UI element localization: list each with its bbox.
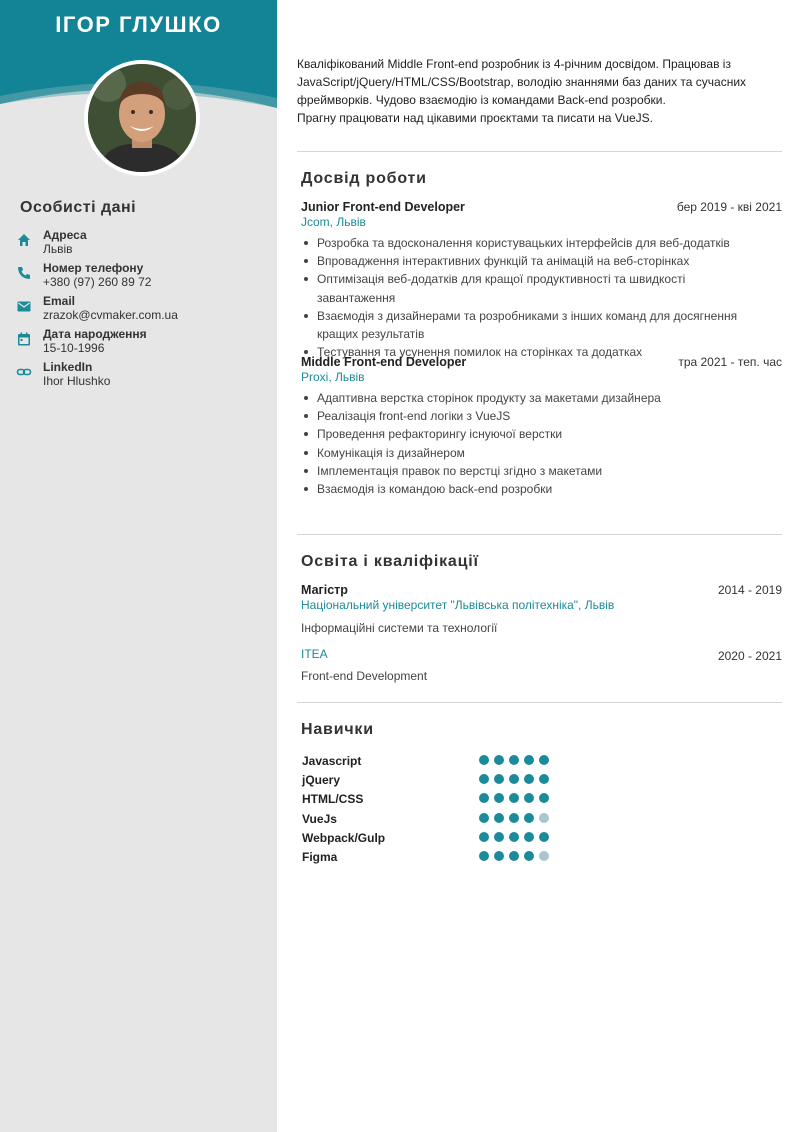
skill-dot-filled bbox=[509, 793, 519, 803]
skill-name: HTML/CSS bbox=[302, 792, 364, 807]
education-degree: Магістр bbox=[301, 583, 348, 597]
skill-dot-empty bbox=[539, 813, 549, 823]
skill-dot-filled bbox=[539, 793, 549, 803]
list-item: Реалізація front-end логіки з VueJS bbox=[301, 407, 761, 425]
skill-dot-filled bbox=[524, 851, 534, 861]
skill-dot-filled bbox=[524, 774, 534, 784]
skill-rating bbox=[479, 851, 549, 861]
skill-dot-filled bbox=[509, 813, 519, 823]
skill-dot-filled bbox=[479, 813, 489, 823]
summary-text: Кваліфікований Middle Front-end розробник із 4-річним досвідом. Працював із JavaScript/jQuery/HTML/CSS/Bootstrap, володію знаннями баз даних та сучасних фреймворків. Чудово взаємодію із командами Back-end розробки. bbox=[297, 57, 747, 107]
job-duties-list bbox=[301, 389, 761, 498]
link-icon bbox=[16, 364, 32, 380]
skill-dot-filled bbox=[479, 851, 489, 861]
skill-dot-filled bbox=[509, 851, 519, 861]
list-item: Розробка та вдосконалення користувацьких інтерфейсів для веб-додатків bbox=[301, 234, 761, 252]
list-item: Проведення рефакторингу існуючої верстки bbox=[301, 425, 761, 443]
personal-item-label: Email bbox=[43, 294, 76, 308]
skill-dot-filled bbox=[509, 774, 519, 784]
personal-item-label: Дата народження bbox=[43, 327, 147, 341]
list-item: Впровадження інтерактивних функцій та анімацій на веб-сторінках bbox=[301, 252, 761, 270]
personal-item-value: Львів bbox=[43, 242, 73, 256]
skill-row bbox=[302, 753, 562, 772]
skills-section-title: Навички bbox=[301, 721, 374, 738]
skill-dot-filled bbox=[509, 832, 519, 842]
skill-dot-filled bbox=[539, 755, 549, 765]
skill-dot-filled bbox=[479, 832, 489, 842]
personal-info-title: Особисті дані bbox=[20, 199, 137, 216]
skill-dot-filled bbox=[494, 793, 504, 803]
skill-dot-filled bbox=[524, 793, 534, 803]
list-item: Взаємодія із командою back-end розробки bbox=[301, 480, 761, 498]
skill-name: jQuery bbox=[302, 773, 341, 788]
list-item: Імплементація правок по верстці згідно з макетами bbox=[301, 462, 761, 480]
personal-item-phone bbox=[16, 261, 266, 291]
sidebar bbox=[0, 0, 277, 1132]
list-item: Взаємодія з дизайнерами та розробниками з інших команд для досягнення кращих результатів bbox=[301, 307, 761, 343]
list-item: Тестування та усунення помилок на сторінках та додатках bbox=[301, 343, 761, 361]
section-divider bbox=[297, 702, 782, 703]
education-description: Front-end Development bbox=[301, 669, 428, 683]
skill-dot-filled bbox=[494, 774, 504, 784]
job-company: Proxi, Львів bbox=[301, 370, 365, 384]
skill-row bbox=[302, 811, 562, 830]
job-duties-list bbox=[301, 234, 761, 361]
personal-item-email bbox=[16, 294, 266, 324]
profile-summary bbox=[297, 55, 782, 127]
skill-dot-filled bbox=[479, 774, 489, 784]
skill-rating bbox=[479, 832, 549, 842]
skill-name: VueJs bbox=[302, 811, 337, 826]
profile-photo bbox=[84, 60, 200, 176]
skill-dot-filled bbox=[494, 851, 504, 861]
section-divider bbox=[297, 534, 782, 535]
skill-dot-filled bbox=[494, 755, 504, 765]
education-date: 2020 - 2021 bbox=[717, 649, 782, 663]
skill-rating bbox=[479, 774, 549, 784]
education-section-title: Освіта і кваліфікації bbox=[301, 553, 479, 570]
skill-rating bbox=[479, 813, 549, 823]
skill-name: Figma bbox=[302, 849, 338, 864]
list-item: Оптимізація веб-додатків для кращої продуктивності та швидкості завантаження bbox=[301, 270, 761, 306]
job-title: Junior Front-end Developer bbox=[301, 200, 465, 214]
skill-dot-filled bbox=[524, 755, 534, 765]
personal-item-value: +380 (97) 260 89 72 bbox=[43, 275, 152, 289]
skill-row bbox=[302, 830, 562, 849]
personal-item-label: LinkedIn bbox=[43, 360, 93, 374]
skill-rating bbox=[479, 793, 549, 803]
skill-name: Webpack/Gulp bbox=[302, 830, 386, 845]
personal-item-address bbox=[16, 228, 266, 258]
skill-row bbox=[302, 772, 562, 791]
personal-item-value: zrazok@cvmaker.com.ua bbox=[43, 308, 178, 322]
skill-dot-filled bbox=[509, 755, 519, 765]
skill-row bbox=[302, 791, 562, 810]
list-item: Комунікація із дизайнером bbox=[301, 444, 761, 462]
education-institution: Національний університет "Львівська політехніка", Львів bbox=[301, 598, 615, 612]
personal-item-value: 15-10-1996 bbox=[43, 341, 105, 355]
personal-item-label: Номер телефону bbox=[43, 261, 144, 275]
skill-dot-empty bbox=[539, 851, 549, 861]
calendar-icon bbox=[16, 331, 32, 347]
skill-dot-filled bbox=[479, 793, 489, 803]
personal-item-linkedin bbox=[16, 360, 266, 390]
email-icon bbox=[16, 298, 32, 314]
job-date: бер 2019 - кві 2021 bbox=[676, 200, 782, 214]
candidate-name: ІГОР ГЛУШКО bbox=[55, 12, 222, 37]
skill-dot-filled bbox=[494, 832, 504, 842]
skill-row bbox=[302, 849, 562, 868]
education-institution: ITEA bbox=[301, 647, 328, 661]
skill-dot-filled bbox=[524, 813, 534, 823]
skill-name: Javascript bbox=[302, 754, 362, 768]
education-description: Інформаційні системи та технології bbox=[301, 621, 498, 635]
home-icon bbox=[16, 232, 32, 248]
skill-dot-filled bbox=[539, 774, 549, 784]
personal-item-value: Ihor Hlushko bbox=[43, 374, 111, 388]
skills-list bbox=[302, 753, 562, 868]
skill-dot-filled bbox=[479, 755, 489, 765]
skill-dot-filled bbox=[539, 832, 549, 842]
phone-icon bbox=[16, 265, 32, 281]
skill-dot-filled bbox=[524, 832, 534, 842]
summary-text: Прагну працювати над цікавими проєктами та писати на VueJS. bbox=[297, 111, 654, 125]
education-date: 2014 - 2019 bbox=[717, 583, 782, 597]
skill-rating bbox=[479, 755, 549, 765]
personal-item-birthdate bbox=[16, 327, 266, 357]
job-title: Middle Front-end Developer bbox=[301, 355, 467, 369]
job-company: Jcom, Львів bbox=[301, 215, 366, 229]
skill-dot-filled bbox=[494, 813, 504, 823]
section-divider bbox=[297, 151, 782, 152]
experience-section-title: Досвід роботи bbox=[301, 170, 427, 187]
job-date: тра 2021 - теп. час bbox=[678, 355, 782, 369]
list-item: Адаптивна верстка сторінок продукту за макетами дизайнера bbox=[301, 389, 761, 407]
personal-item-label: Адреса bbox=[43, 228, 87, 242]
